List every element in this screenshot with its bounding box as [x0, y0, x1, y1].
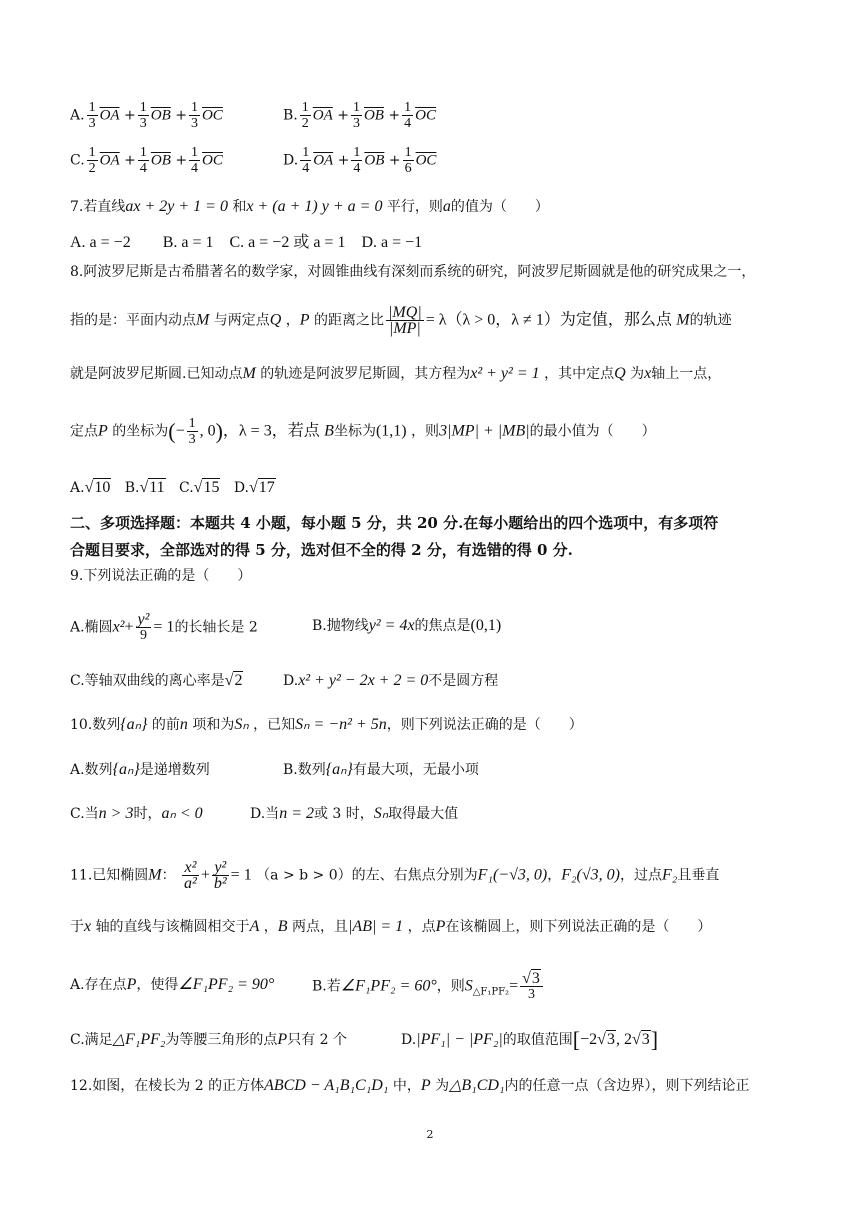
q8-options: A.√10 B.√11 C.√15 D.√17 — [70, 479, 275, 496]
q8-line-2: 指的是：平面内动点M 与两定点Q ，P 的距离之比 $\frac{|MQ|}{|MP|}$ = λ（λ > 0，λ ≠ 1）为定值，那么点 M的轨迹 — [70, 304, 732, 337]
q10-option-d: D.当n = 2或 3 时，Sₙ取得最大值 — [250, 805, 459, 822]
q11-option-c: C.满足△F₁PF₂为等腰三角形的点P只有 2 个 — [70, 1031, 348, 1048]
q10-stem: 10.数列{aₙ} 的前n 项和为Sₙ ，已知Sₙ = −n² + 5n，则下列说法正确的是（ ） — [70, 716, 583, 733]
q10-option-c: C.当n > 3时，aₙ < 0 — [70, 805, 203, 822]
q8-ratio: $\frac{|MQ|}{|MP|}$ — [388, 304, 422, 337]
q8-line-3: 就是阿波罗尼斯圆.已知动点M 的轨迹是阿波罗尼斯圆，其方程为x² + y² = 1 ，其中定点Q 为x轴上一点， — [70, 365, 722, 382]
q6-option-c: C. $\frac{1}{2}$ $\overline{OA}$ + $\frac{1}{4}$ $\overline{OB}$ + $\frac{1}{4}$ $\overline{OC}$ — [70, 145, 223, 176]
q6-option-b: B. $\frac{1}{2}$ $\overline{OA}$ + $\frac{1}{3}$ $\overline{OB}$ + $\frac{1}{4}$ $\overline{OC}$ — [283, 100, 436, 131]
q11-stem-line-1: 11.已知椭圆M： $\frac{\text{x²}}{\text{a²}}$ + $\frac{\text{y²}}{\text{b²}}$ = 1 （a > b > 0）的左、右焦点分别为F₁(−√3, 0)，F₂(√3, 0)，过点F₂且垂直 — [70, 859, 720, 892]
q8-line-4: 定点P 的坐标为(− $\frac{1}{3}$ , 0)，λ = 3，若点 B坐标为(1,1) ，则3|MP| + |MB|的最小值为（ ） — [70, 416, 656, 447]
q10-option-b: B.数列{aₙ}有最大项，无最小项 — [283, 761, 479, 778]
q9-option-d: D.x² + y² − 2x + 2 = 0不是圆方程 — [283, 672, 499, 689]
q11-option-b: B.若∠F₁PF₂ = 60°，则$S_{\triangle F_1PF_2}=$ $\frac{√3}{3}$ — [312, 971, 545, 1002]
q11-option-a: A.存在点P，使得∠F₁PF₂ = 90° — [70, 976, 275, 993]
section-2-heading-line-2: 合题目要求，全部选对的得 5 分，选对但不全的得 2 分，有选错的得 0 分. — [70, 541, 573, 559]
q10-option-a: A.数列{aₙ}是递增数列 — [70, 761, 210, 778]
q6-options-row-1: A. $\frac{1}{3}$ $\overline{OA}$ + $\frac{1}{3}$ $\overline{OB}$ + $\frac{1}{3}$ $\overline{OC}$ — [70, 100, 223, 131]
q11-stem-line-2: 于x 轴的直线与该椭圆相交于A ，B 两点，且|AB| = 1 ，点P在该椭圆上，则下列说法正确的是（ ） — [70, 918, 712, 935]
q8-line-1: 8.阿波罗尼斯是古希腊著名的数学家，对圆锥曲线有深刻而系统的研究，阿波罗尼斯圆就是他的研究成果之一， — [70, 264, 756, 280]
section-2-heading-line-1: 二、多项选择题：本题共 4 小题，每小题 5 分，共 20 分.在每小题给出的四个选项中，有多项符 — [70, 514, 719, 532]
page-number: 2 — [426, 1128, 434, 1141]
q9-option-b: B.抛物线y² = 4x的焦点是(0,1) — [312, 617, 502, 634]
q12-stem: 12.如图，在棱长为 2 的正方体ABCD − A₁B₁C₁D₁ 中，P 为△B₁CD₁内的任意一点（含边界），则下列结论正 — [70, 1077, 750, 1094]
q9-option-a: A.椭圆x²+ $\frac{\text{y²}}{9}$ = 1的长轴长是 2 — [70, 611, 258, 643]
q7-options: A. a = −2 B. a = 1 C. a = −2 或 a = 1 D. a = −1 — [70, 234, 423, 251]
q11-option-d: D.|PF₁| − |PF₂|的取值范围[−2√3, 2√3] — [401, 1027, 659, 1052]
q6-option-d: D. $\frac{1}{4}$ $\overline{OA}$ + $\frac{1}{4}$ $\overline{OB}$ + $\frac{1}{6}$ $\overline{OC}$ — [283, 145, 437, 176]
q7-stem: 7.若直线ax + 2y + 1 = 0 和x + (a + 1) y + a = 0 平行，则a的值为（ ） — [70, 198, 549, 215]
q9-option-c: C.等轴双曲线的离心率是√2 — [70, 672, 243, 689]
q9-stem: 9.下列说法正确的是（ ） — [70, 568, 252, 584]
